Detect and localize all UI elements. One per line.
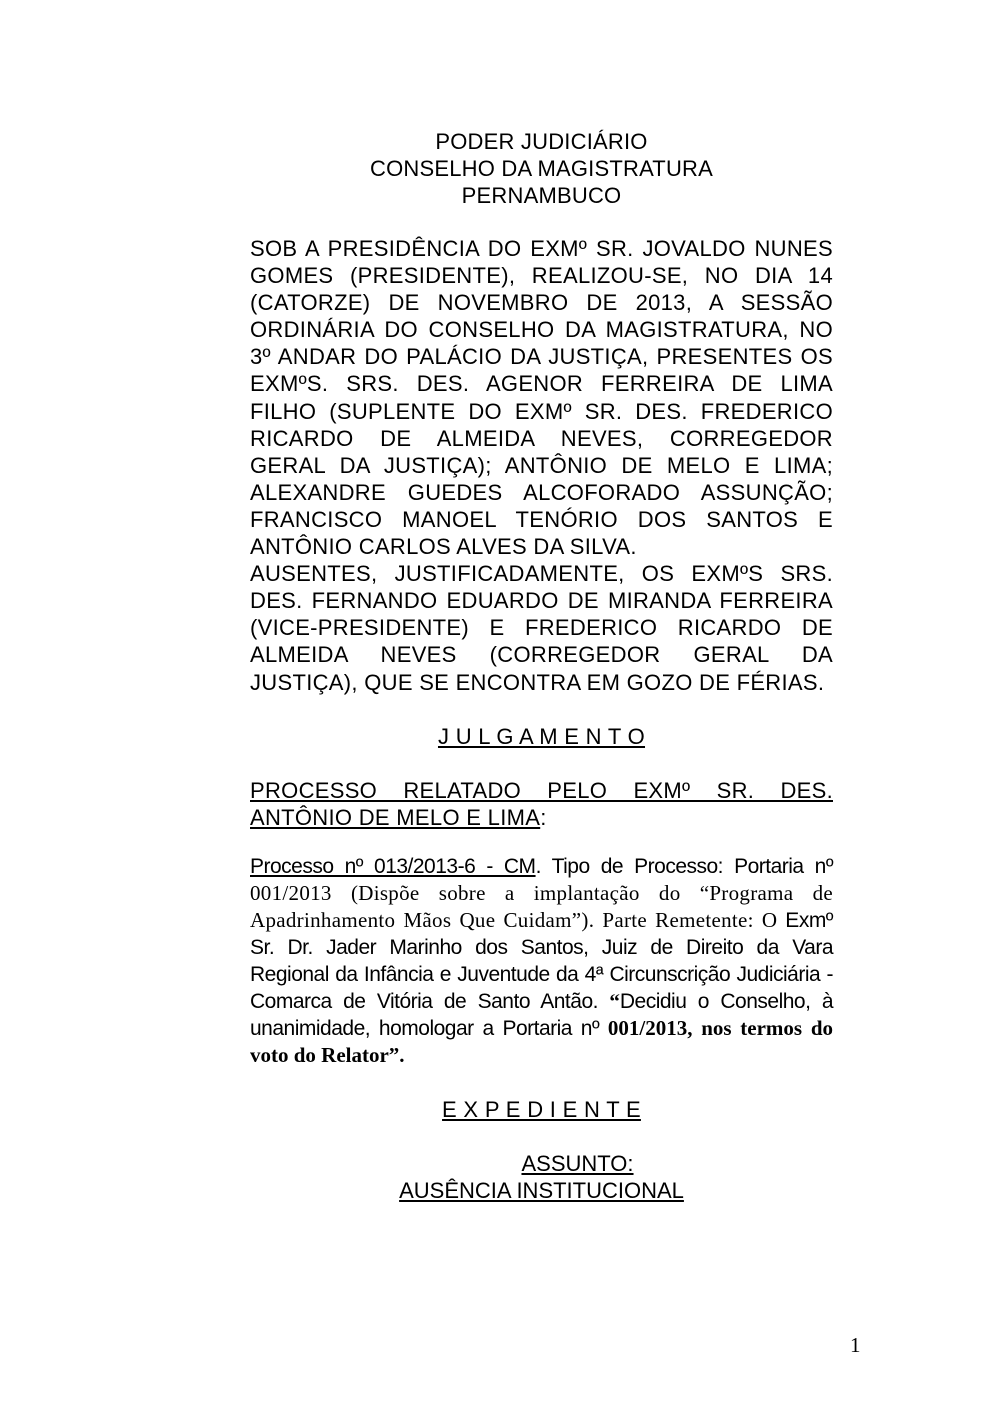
processo-remetente: Exmº Sr. Dr. Jader Marinho dos Santos, Juiz de Direito da Vara Regional da Infância e Juventude da 4ª Circunscrição Judiciária - Comarca de Vitória de Santo Antão. (250, 908, 833, 1013)
intro-ausentes-paragraph: AUSENTES, JUSTIFICADAMENTE, OS EXMºS SRS. DES. FERNANDO EDUARDO DE MIRANDA FERREIRA (VICE-PRESIDENTE) E FREDERICO RICARDO DE ALMEIDA NEVES (CORREGEDOR GERAL DA JUSTIÇA), QUE SE ENCONTRA EM GOZO DE FÉRIAS. (250, 561, 833, 695)
processo-number: Processo nº 013/2013-6 - CM (250, 854, 536, 878)
processo-decisao-open-quote: “ (609, 988, 620, 1013)
document-header (250, 128, 833, 209)
expediente-title: E X P E D I E N T E (442, 1096, 641, 1122)
assunto-value: AUSÊNCIA INSTITUCIONAL (399, 1177, 684, 1203)
processo-descricao: 001/2013 (Dispõe sobre a implantação do “Programa de Apadrinhamento Mãos Que Cuidam”). Parte Remetente: O (250, 880, 833, 932)
page-number: 1 (850, 1333, 861, 1357)
assunto-label: ASSUNTO: (521, 1150, 634, 1176)
processo-decisao-final: 001/2013, nos termos do voto do Relator”. (250, 1015, 834, 1067)
processo-tipo: . Tipo de Processo: Portaria nº (535, 854, 834, 878)
document-page (250, 128, 833, 1204)
processo-decisao: Decidiu o Conselho, à unanimidade, homologar a Portaria nº (250, 989, 833, 1040)
julgamento-title: J U L G A M E N T O (437, 723, 646, 749)
relator-suffix: : (540, 804, 547, 830)
relator-label: PROCESSO RELATADO PELO EXMº SR. DES. ANTÔNIO DE MELO E LIMA (250, 777, 833, 830)
session-intro (250, 235, 833, 696)
header-line-conselho: CONSELHO DA MAGISTRATURA (370, 156, 713, 181)
processo-paragraph (250, 853, 833, 1069)
relator-heading (250, 777, 833, 831)
assunto-block (250, 1150, 833, 1204)
header-line-pernambuco: PERNAMBUCO (461, 183, 622, 208)
intro-presentes-paragraph: SOB A PRESIDÊNCIA DO EXMº SR. JOVALDO NUNES GOMES (PRESIDENTE), REALIZOU-SE, NO DIA 14 (CATORZE) DE NOVEMBRO DE 2013, A SESSÃO ORDINÁRIA DO CONSELHO DA MAGISTRATURA, NO 3º ANDAR DO PALÁCIO DA JUSTIÇA, PRESENTES OS EXMºS. SRS. DES. AGENOR FERREIRA DE LIMA FILHO (SUPLENTE DO EXMº SR. DES. FREDERICO RICARDO DE ALMEIDA NEVES, CORREGEDOR GERAL DA JUSTIÇA); ANTÔNIO DE MELO E LIMA; ALEXANDRE GUEDES ALCOFORADO ASSUNÇÃO; FRANCISCO MANOEL TENÓRIO DOS SANTOS E ANTÔNIO CARLOS ALVES DA SILVA. (250, 236, 833, 560)
header-line-poder-judiciario: PODER JUDICIÁRIO (435, 129, 648, 154)
